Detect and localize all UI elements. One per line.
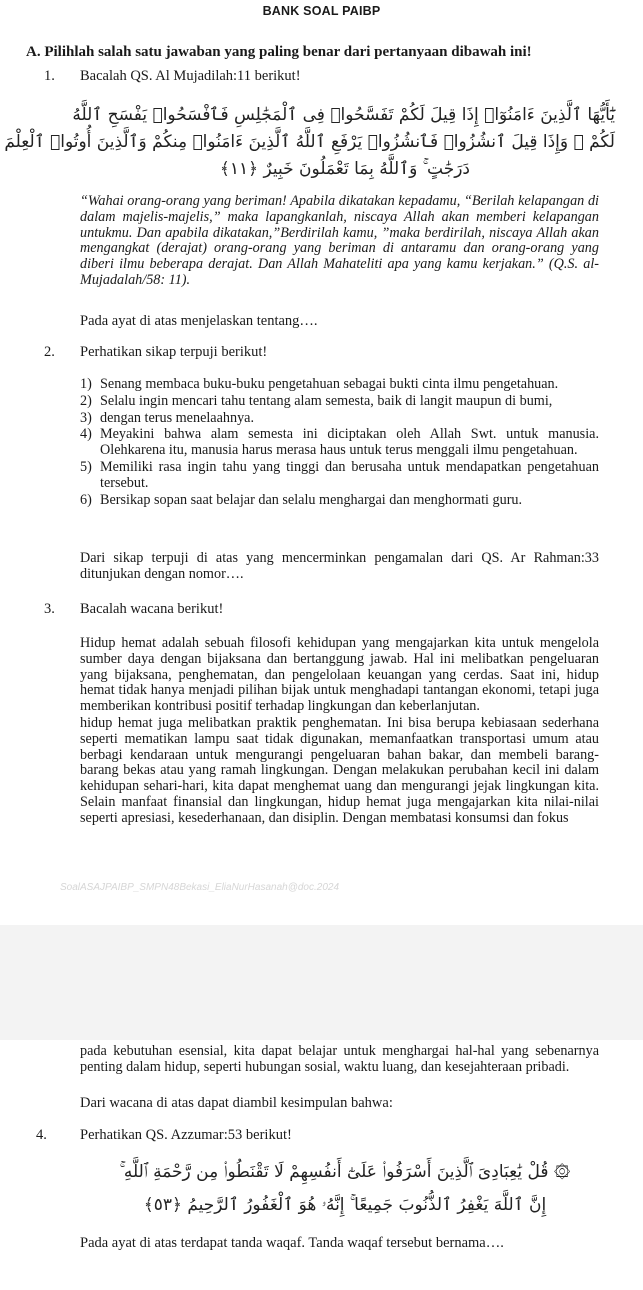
q3-number: 3. (44, 601, 55, 617)
q4-arabic-line-2: إِنَّ ٱللَّهَ يَغْفِرُ ٱلذُّنُوبَ جَمِيعًا ۚ إِنَّهُۥ هُوَ ٱلْغَفُورُ ٱلرَّحِيمُ ﴿٥٣﴾ (143, 1195, 547, 1215)
q4-question: Pada ayat di atas terdapat tanda waqaf. Tanda waqaf tersebut bernama…. (80, 1235, 504, 1251)
q4-number: 4. (36, 1127, 47, 1143)
q2-statement-4: 4) Meyakini bahwa alam semesta ini diciptakan oleh Allah Swt. untuk manusia. Olehkarena itu, manusia harus merasa haus untuk terus menggali ilmu pengetahuan. (80, 426, 599, 459)
q1-arabic-line-2: لَكُمْ ۖ وَإِذَا قِيلَ ٱنشُزُوا۟ فَٱنشُزُوا۟ يَرْفَعِ ٱللَّهُ ٱلَّذِينَ ءَامَنُوا۟ مِنكُمْ وَٱلَّذِينَ أُوتُوا۟ ٱلْعِلْمَ (4, 132, 615, 152)
q3-question: Dari wacana di atas dapat diambil kesimpulan bahwa: (80, 1095, 393, 1111)
q1-translation: “Wahai orang-orang yang beriman! Apabila dikatakan kepadamu, “Berilah kelapangan di dalam majelis-majelis,” maka lapangkanlah, niscaya Allah akan memberi kelapangan untukmu. Dan apabila dikatakan,”Berdirilah kamu, ”maka berdirilah, niscaya Allah akan mengangkat (derajat) orang-orang yang beriman di antaramu dan orang-orang yang diberi ilmu beberapa derajat. Dan Allah Mahateliti apa yang kamu kerjakan.” (Q.S. al-Mujadalah/58: 11). (80, 193, 599, 288)
q3-passage-continued: pada kebutuhan esensial, kita dapat belajar untuk menghargai hal-hal yang sebenarnya penting dalam hidup, seperti hubungan sosial, waktu luang, dan kesejahteraan pribadi. (80, 1043, 599, 1075)
q2-prompt: Perhatikan sikap terpuji berikut! (80, 344, 268, 360)
q1-number: 1. (44, 68, 55, 84)
q4-prompt: Perhatikan QS. Azzumar:53 berikut! (80, 1127, 292, 1143)
q1-arabic-line-1: يَٰٓأَيُّهَا ٱلَّذِينَ ءَامَنُوٓا۟ إِذَا قِيلَ لَكُمْ تَفَسَّحُوا۟ فِى ٱلْمَجَٰلِسِ فَٱفْسَحُوا۟ يَفْسَحِ ٱللَّهُ (72, 105, 615, 125)
q1-prompt: Bacalah QS. Al Mujadilah:11 berikut! (80, 68, 301, 84)
q2-number: 2. (44, 344, 55, 360)
q4-arabic-line-1: ۞ قُلْ يَٰعِبَادِىَ ٱلَّذِينَ أَسْرَفُوا۟ عَلَىٰٓ أَنفُسِهِمْ لَا تَقْنَطُوا۟ مِن رَّحْمَةِ ٱللَّهِ ۚ (119, 1162, 571, 1182)
q2-statement-2: 2) Selalu ingin mencari tahu tentang alam semesta, baik di langit maupun di bumi, (80, 392, 553, 409)
q2-statement-5: 5) Memiliki rasa ingin tahu yang tinggi dan berusaha untuk mendapatkan pengetahuan tersebut. (80, 458, 599, 491)
q3-passage-paragraph-1: Hidup hemat adalah sebuah filosofi kehidupan yang mengajarkan kita untuk mengelola sumber daya dengan bijaksana dan bertanggung jawab. Hal ini melibatkan pengeluaran yang bijaksana, penghematan, dan pengelolaan keuangan yang cerdas. Saat ini, hidup hemat tidak hanya menjadi pilihan bijak untuk menghadapi tantangan ekonomi, tetapi juga memberikan kontribusi positif terhadap lingkungan dan keberlanjutan. (80, 635, 599, 715)
q2-question: Dari sikap terpuji di atas yang mencerminkan pengamalan dari QS. Ar Rahman:33 ditunjukan dengan nomor…. (80, 550, 599, 582)
q1-arabic-line-3: دَرَجَٰتٍ ۚ وَٱللَّهُ بِمَا تَعْمَلُونَ خَبِيرٌ ﴿١١﴾ (219, 159, 470, 179)
q3-passage-paragraph-2: hidup hemat juga melibatkan praktik penghematan. Ini bisa berupa kebiasaan sederhana seperti mematikan lampu saat tidak digunakan, memanfaatkan transportasi umum atau berbagi kendaraan untuk mengurangi pengeluaran bahan bakar, dan membeli barang-barang bekas atau yang ramah lingkungan. Dengan melakukan perubahan kecil ini dalam kehidupan sehari-hari, kita dapat menghemat uang dan mengurangi jejak lingkungan kita. Selain manfaat finansial dan lingkungan, hidup hemat juga mengajarkan kita nilai-nilai seperti apresiasi, kesederhanaan, dan disiplin. Dengan membatasi konsumsi dan fokus (80, 715, 599, 826)
q2-statement-6: 6) Bersikap sopan saat belajar dan selalu menghargai dan menghormati guru. (80, 491, 523, 508)
page-2 (0, 1040, 643, 1290)
watermark: SoalASAJPAIBP_SMPN48Bekasi_EliaNurHasanah@doc.2024 (60, 882, 340, 893)
section-instruction: A. Pilihlah salah satu jawaban yang paling benar dari pertanyaan dibawah ini! (26, 44, 532, 60)
q2-statement-3: 3) dengan terus menelaahnya. (80, 409, 255, 426)
q1-question: Pada ayat di atas menjelaskan tentang…. (80, 313, 318, 329)
q3-prompt: Bacalah wacana berikut! (80, 601, 224, 617)
page-break (0, 925, 643, 1040)
q2-statement-1: 1) Senang membaca buku-buku pengetahuan sebagai bukti cinta ilmu pengetahuan. (80, 376, 559, 392)
document-header: BANK SOAL PAIBP (262, 4, 381, 18)
q2-statement-list (80, 377, 599, 509)
